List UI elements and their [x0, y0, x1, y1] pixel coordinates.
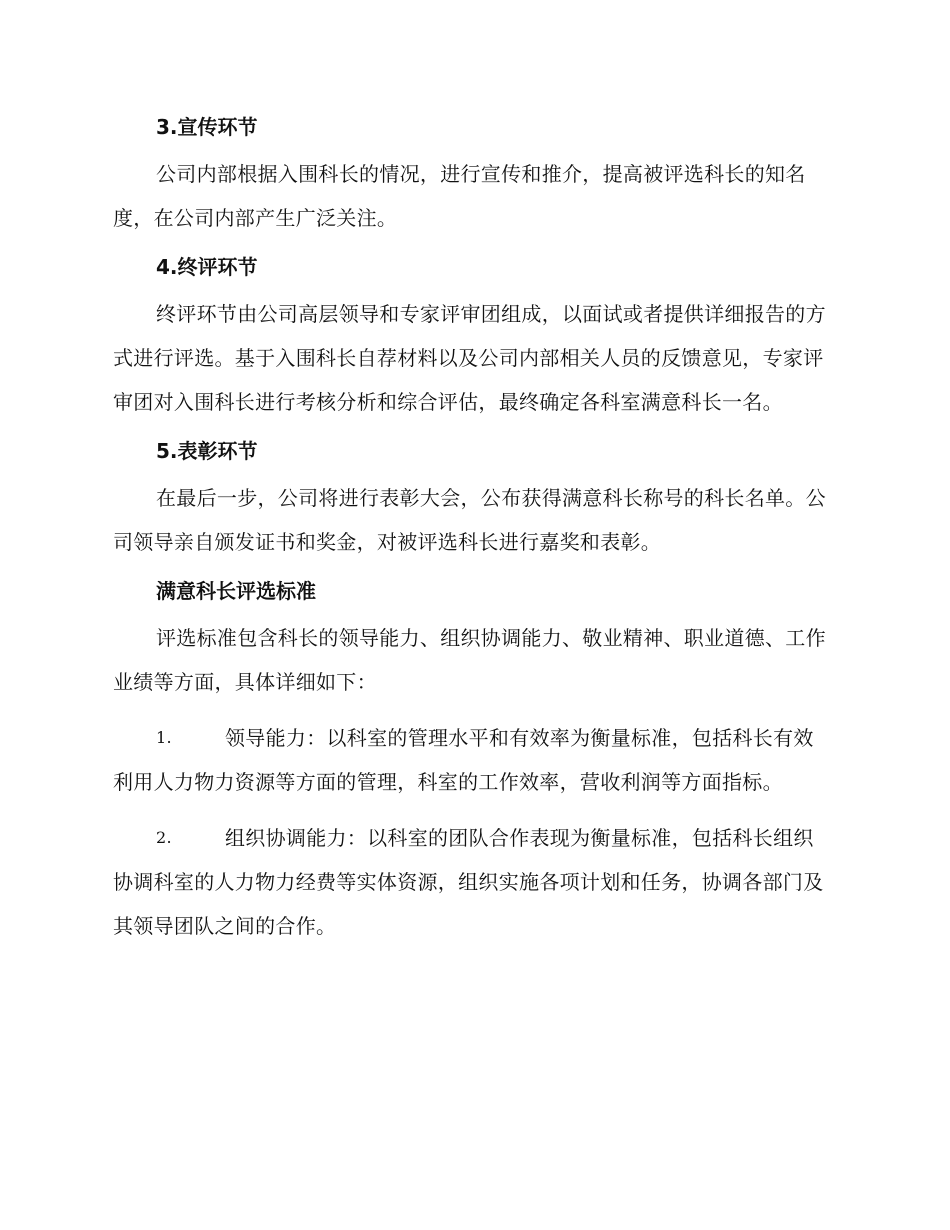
section-heading-publicity: 3.宣传环节	[156, 115, 258, 139]
list-item-text: 组织协调能力：以科室的团队合作表现为衡量标准，包括科长组织协调科室的人力物力经费等实体资源，组织实施各项计划和任务，协调各部门及其领导团队之间的合作。	[113, 826, 824, 938]
section-heading-final-review: 4.终评环节	[156, 255, 258, 279]
list-item-text: 领导能力：以科室的管理水平和有效率为衡量标准，包括科长有效利用人力物力资源等方面的管理，科室的工作效率，营收利润等方面指标。	[113, 726, 814, 794]
section-paragraph-commendation: 在最后一步，公司将进行表彰大会，公布获得满意科长称号的科长名单。公司领导亲自颁发证书和奖金，对被评选科长进行嘉奖和表彰。	[113, 486, 826, 554]
section-heading-criteria: 满意科长评选标准	[156, 579, 316, 603]
list-item-number: 1.	[156, 728, 172, 747]
list-item	[113, 716, 832, 804]
list-item	[113, 816, 832, 948]
section-heading-commendation: 5.表彰环节	[156, 439, 258, 463]
section-paragraph-final-review: 终评环节由公司高层领导和专家评审团组成，以面试或者提供详细报告的方式进行评选。基于入围科长自荐材料以及公司内部相关人员的反馈意见，专家评审团对入围科长进行考核分析和综合评估，最终确定各科室满意科长一名。	[113, 302, 826, 414]
section-paragraph-publicity: 公司内部根据入围科长的情况，进行宣传和推介，提高被评选科长的知名度，在公司内部产生广泛关注。	[113, 162, 806, 230]
list-item-number: 2.	[156, 828, 172, 847]
section-paragraph-criteria: 评选标准包含科长的领导能力、组织协调能力、敬业精神、职业道德、工作业绩等方面，具体详细如下：	[113, 626, 826, 694]
